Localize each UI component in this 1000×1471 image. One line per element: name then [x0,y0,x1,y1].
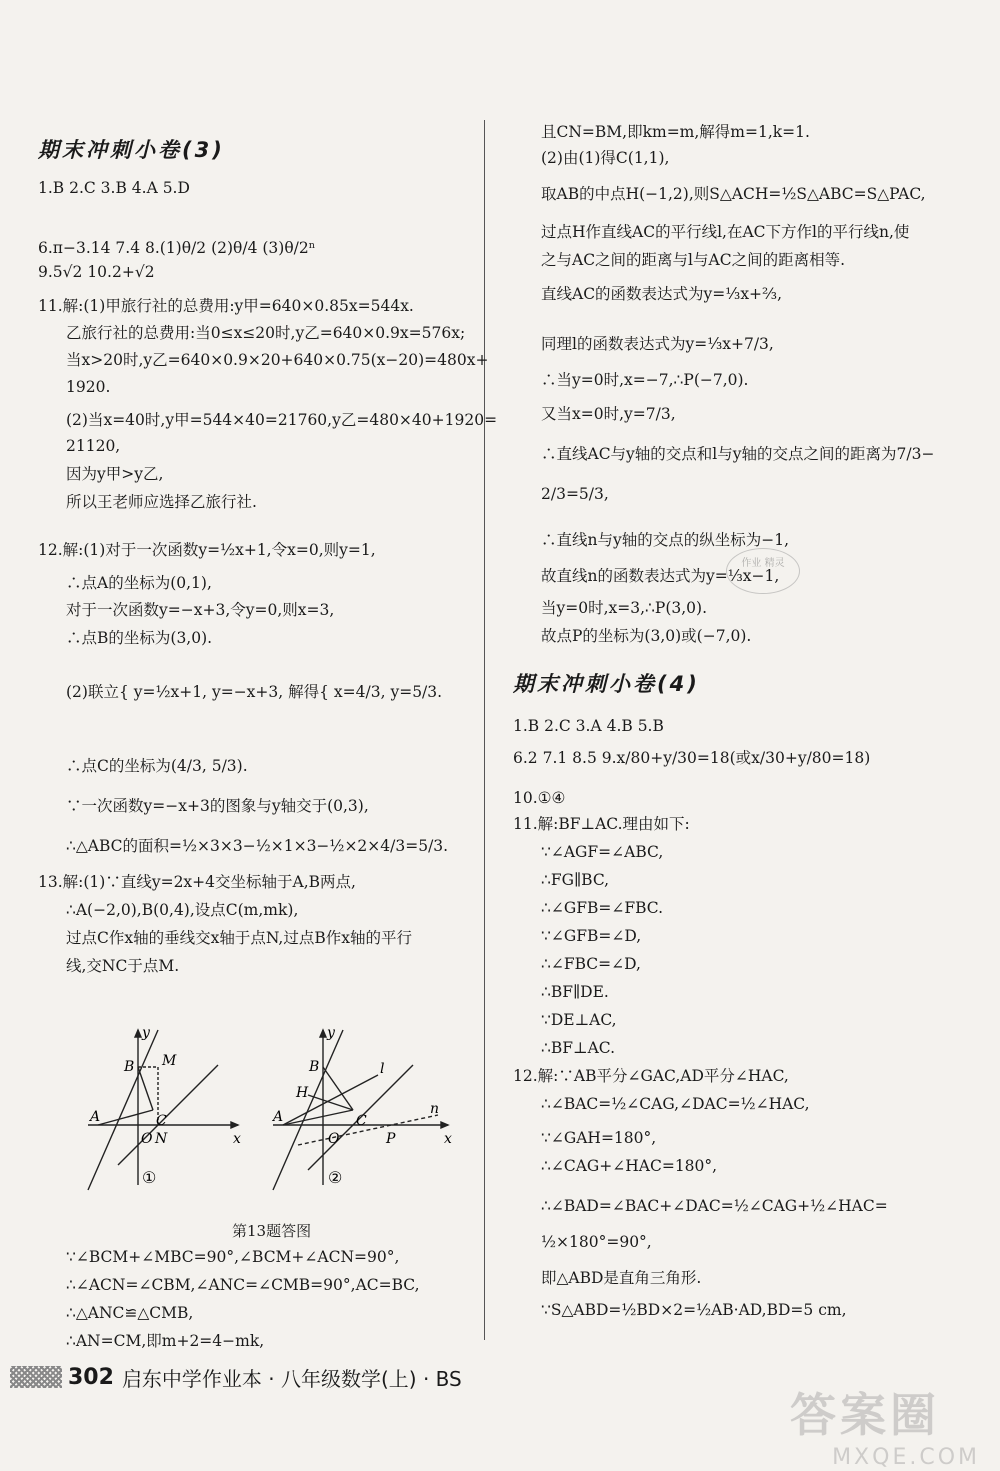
fig2-letter-b: B [309,1059,320,1075]
fig2-y-arrow [320,1030,326,1037]
fig2-letter-a: A [273,1109,284,1125]
fig1-line-bc [138,1067,153,1110]
left-lines-line: ∴点B的坐标为(3,0). [66,629,213,647]
fig2-letter-c: C [356,1113,367,1129]
right-lines-a-line: 同理l的函数表达式为y=⅓x+7/3, [541,335,774,353]
fig1-x-arrow [231,1122,238,1128]
watermark-url: MXQE.COM [832,1445,980,1470]
fig1-label: ① [142,1168,157,1187]
right-lines-b-line: ∵S△ABD=½BD×2=½AB·AD,BD=5 cm, [541,1301,847,1319]
right-lines-a-line: 过点H作直线AC的平行线l,在AC下方作l的平行线n,使 [541,223,910,241]
left-lines-line: ∴AN=CM,即m+2=4−mk, [66,1332,265,1350]
fig2-line-n [298,1115,438,1145]
right-lines-b-line: 6.2 7.1 8.5 9.x/80+y/30=18(或x/30+y/80=18) [513,749,871,767]
fig1-letter-m: M [162,1053,177,1069]
right-lines-b-line: ∴FG∥BC, [541,871,610,889]
fig1-letter-y: y [142,1025,150,1041]
fig1-letter-o: O [141,1131,153,1147]
section-heading-4: 期末冲刺小卷(4) [513,672,700,696]
footer-pattern-icon [10,1366,62,1388]
right-lines-a-line: 且CN=BM,即km=m,解得m=1,k=1. [541,123,810,141]
fig2-letter-p: P [386,1131,396,1147]
right-lines-b-line: 12.解:∵AB平分∠GAC,AD平分∠HAC, [513,1067,789,1085]
left-lines-line: ∴∠ACN=∠CBM,∠ANC=∠CMB=90°,AC=BC, [66,1276,420,1294]
right-lines-b-line: 即△ABD是直角三角形. [541,1269,702,1287]
page-number: 302 [68,1364,114,1390]
right-lines-b-line: ∵DE⊥AC, [541,1011,617,1029]
right-lines-b-line: ½×180°=90°, [541,1233,652,1251]
fig1-letter-a: A [90,1109,101,1125]
right-lines-a-line: 直线AC的函数表达式为y=⅓x+⅔, [541,285,782,303]
fig2-label: ② [328,1168,343,1187]
right-lines-a-line: 当y=0时,x=3,∴P(3,0). [541,599,708,617]
right-lines-b-line: 11.解:BF⊥AC.理由如下: [513,815,690,833]
homework-stamp: 作业 精灵 [726,548,800,594]
right-lines-b-line: ∴BF⊥AC. [541,1039,616,1057]
left-lines-line: 乙旅行社的总费用:当0≤x≤20时,y乙=640×0.9x=576x; [66,324,466,342]
left-lines-line: 12.解:(1)对于一次函数y=½x+1,令x=0,则y=1, [38,541,376,559]
figure-caption: 第13题答图 [232,1222,312,1240]
left-lines-line: 当x>20时,y乙=640×0.9×20+640×0.75(x−20)=480x+ [66,351,489,369]
left-lines-line: 过点C作x轴的垂线交x轴于点N,过点B作x轴的平行 [66,929,412,947]
left-lines-line: (2)当x=40时,y甲=544×40=21760,y乙=480×40+1920= [66,411,498,429]
watermark-logo: 答案圈 [790,1388,940,1442]
right-lines-a-line: 故直线n的函数表达式为y=⅓x−1, [541,567,780,585]
left-lines-line: 线,交NC于点M. [66,957,180,975]
site-watermark [790,1379,980,1470]
fig2-letter-n: n [430,1101,440,1117]
fig1-line-ac [98,1110,153,1125]
figure-13 [78,1025,458,1195]
left-lines-line: ∴A(−2,0),B(0,4),设点C(m,mk), [66,901,299,919]
fig1-letter-n: N [155,1131,168,1147]
right-lines-b-line: ∴∠BAC=½∠CAG,∠DAC=½∠HAC, [541,1095,810,1113]
fig2-letter-o: O [328,1131,340,1147]
right-lines-b-line: ∴∠CAG+∠HAC=180°, [541,1157,718,1175]
page-footer [10,1362,570,1392]
fig2-line-bc [323,1067,353,1110]
fig1-letter-b: B [124,1059,135,1075]
right-lines-b-line: 1.B 2.C 3.A 4.B 5.B [513,717,664,735]
fig2-letter-l: l [380,1061,385,1077]
figure-13-2 [273,1030,448,1190]
fig2-letter-x: x [444,1131,452,1147]
left-lines-line: 9.5√2 10.2+√2 [38,263,155,281]
fig2-letter-h: H [296,1085,309,1101]
fig2-letter-y: y [327,1025,335,1041]
fig2-line-ab [273,1030,343,1190]
section-heading-3: 期末冲刺小卷(3) [38,138,225,162]
book-title: 启东中学作业本 · 八年级数学(上) · BS [121,1366,462,1391]
left-lines-line: ∴点C的坐标为(4/3, 5/3). [66,757,248,775]
right-lines-a-line: (2)由(1)得C(1,1), [541,149,670,167]
left-lines-line: 1920. [66,378,111,396]
fig1-letter-c: C [156,1113,167,1129]
left-lines-line: 所以王老师应选择乙旅行社. [66,493,257,511]
right-lines-b-line: ∴∠BAD=∠BAC+∠DAC=½∠CAG+½∠HAC= [541,1197,888,1215]
left-lines-line: ∵∠BCM+∠MBC=90°,∠BCM+∠ACN=90°, [66,1248,400,1266]
right-lines-b-line: ∵∠GFB=∠D, [541,927,642,945]
right-lines-a-line: 2/3=5/3, [541,485,609,503]
left-lines-line: ∵一次函数y=−x+3的图象与y轴交于(0,3), [66,797,369,815]
fig2-line-ac [283,1110,353,1125]
right-lines-a-line: 故点P的坐标为(3,0)或(−7,0). [541,627,752,645]
column-divider [484,120,485,1340]
right-lines-a-line: 取AB的中点H(−1,2),则S△ACH=½S△ABC=S△PAC, [541,185,926,203]
left-lines-line: ∴点A的坐标为(0,1), [66,574,212,592]
right-lines-a-line: ∴直线n与y轴的交点的纵坐标为−1, [541,531,790,549]
left-lines-line: 11.解:(1)甲旅行社的总费用:y甲=640×0.85x=544x. [38,297,414,315]
left-lines-line: 1.B 2.C 3.B 4.A 5.D [38,179,190,197]
left-lines-line: 13.解:(1)∵直线y=2x+4交坐标轴于A,B两点, [38,873,356,891]
right-lines-a-line: 又当x=0时,y=7/3, [541,405,676,423]
right-lines-a-line: ∴直线AC与y轴的交点和l与y轴的交点之间的距离为7/3− [541,445,935,463]
right-lines-b-line: 10.①④ [513,789,566,807]
right-lines-a-line: ∴当y=0时,x=−7,∴P(−7,0). [541,371,749,389]
fig2-x-arrow [441,1122,448,1128]
right-lines-b-line: ∴BF∥DE. [541,983,609,1001]
left-lines-line: 因为y甲>y乙, [66,465,164,483]
fig1-y-arrow [135,1030,141,1037]
right-lines-b-line: ∴∠GFB=∠FBC. [541,899,664,917]
right-lines-b-line: ∴∠FBC=∠D, [541,955,641,973]
left-lines-line: 对于一次函数y=−x+3,令y=0,则x=3, [66,601,335,619]
left-lines-line: 6.π−3.14 7.4 8.(1)θ/2 (2)θ/4 (3)θ/2ⁿ [38,239,316,257]
fig1-letter-x: x [233,1131,241,1147]
left-lines-line: 21120, [66,437,121,455]
right-lines-b-line: ∵∠GAH=180°, [541,1129,657,1147]
left-lines-line: (2)联立{ y=½x+1, y=−x+3, 解得{ x=4/3, y=5/3. [66,683,443,701]
right-lines-b-line: ∵∠AGF=∠ABC, [541,843,664,861]
left-lines-line: ∴△ANC≌△CMB, [66,1304,194,1322]
left-lines-line: ∴△ABC的面积=½×3×3−½×1×3−½×2×4/3=5/3. [66,837,449,855]
right-lines-a-line: 之与AC之间的距离与l与AC之间的距离相等. [541,251,845,269]
